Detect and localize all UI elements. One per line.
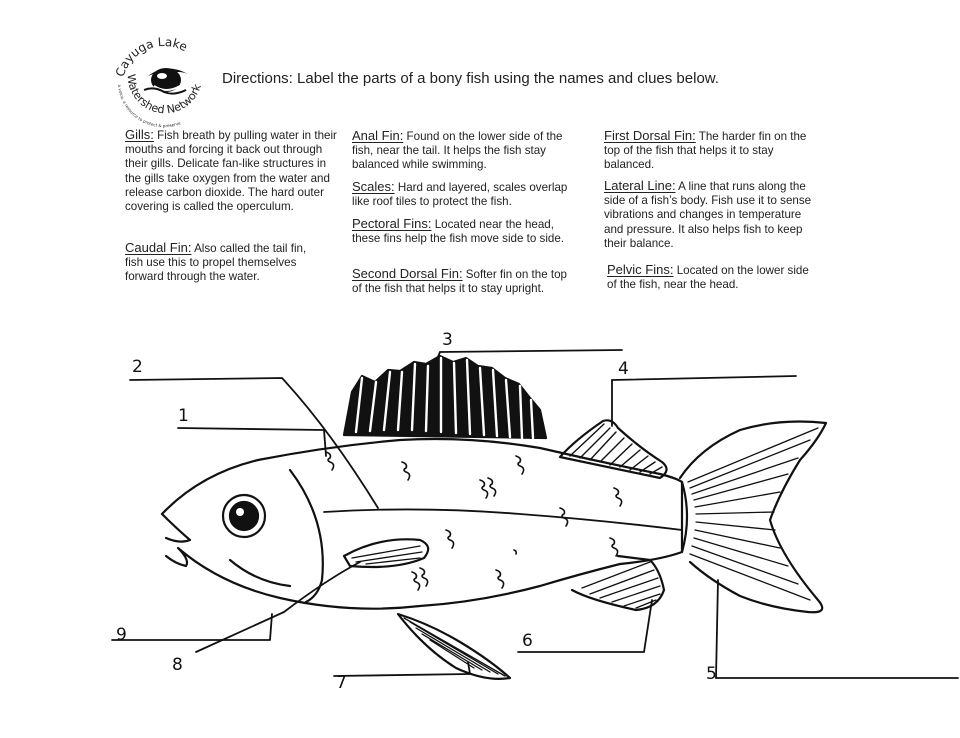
label-number-3: 3 <box>442 330 453 350</box>
clue-text: Fish breath by pulling water in their mouths and forcing it back out through their gills. Delicate fan-like structures in the gills take oxygen from the water and release carbon dioxide. The hard outer covering is called the operculum. <box>125 129 337 214</box>
clue-text: The harder fin on the top of the fish that helps it to stay balanced. <box>604 130 807 172</box>
clue-term: First Dorsal Fin: <box>604 128 696 143</box>
logo-line2: Watershed Network <box>124 73 204 117</box>
clue-term: Pelvic Fins: <box>607 262 674 277</box>
clue-text: Softer fin on the top of the fish that helps it to stay upright. <box>352 268 567 296</box>
logo-line1: Cayuga Lake <box>112 34 190 79</box>
label-number-8: 8 <box>172 655 183 675</box>
label-number-4: 4 <box>618 359 629 379</box>
label-number-7: 7 <box>336 673 347 693</box>
label-number-5: 5 <box>706 664 717 684</box>
caudal-fin-drawing <box>680 422 826 613</box>
clue-term: Caudal Fin: <box>125 240 192 255</box>
label-number-9: 9 <box>116 625 127 645</box>
clue-text: Also called the tail fin, fish use this to propel themselves forward through the water. <box>125 242 307 284</box>
label-number-1: 1 <box>178 406 189 426</box>
spiny-dorsal-fin-drawing <box>344 356 546 438</box>
clue-term: Lateral Line: <box>604 178 676 193</box>
label-number-2: 2 <box>132 357 143 377</box>
clue-text: A line that runs along the side of a fish’s body. Fish use it to sense vibrations and changes in temperature and pressure. It also helps fish to keep their balance. <box>604 180 812 250</box>
clue-term: Second Dorsal Fin: <box>352 266 463 281</box>
pelvic-fin-drawing <box>398 614 510 679</box>
clue-text: Found on the lower side of the fish, near the tail. It helps the fish stay balanced while swimming. <box>352 130 563 172</box>
clue-term: Scales: <box>352 179 395 194</box>
clue-term: Anal Fin: <box>352 128 404 143</box>
clue-term: Gills: <box>125 127 154 142</box>
directions-text: Directions: Label the parts of a bony fish using the names and clues below. <box>222 70 719 87</box>
scale-marks-drawing <box>326 452 622 590</box>
soft-dorsal-fin-drawing <box>560 420 667 478</box>
eye-drawing <box>223 495 265 537</box>
logo-tagline: a voice, a resource to protect & preserve <box>116 84 182 129</box>
clue-text: Hard and layered, scales overlap like roof tiles to protect the fish. <box>352 181 568 209</box>
clue-text: Located on the lower side of the fish, near the head. <box>607 264 809 292</box>
clue-text: Located near the head, these fins help the fish move side to side. <box>352 218 565 246</box>
label-number-6: 6 <box>522 631 533 651</box>
clue-term: Pectoral Fins: <box>352 216 432 231</box>
